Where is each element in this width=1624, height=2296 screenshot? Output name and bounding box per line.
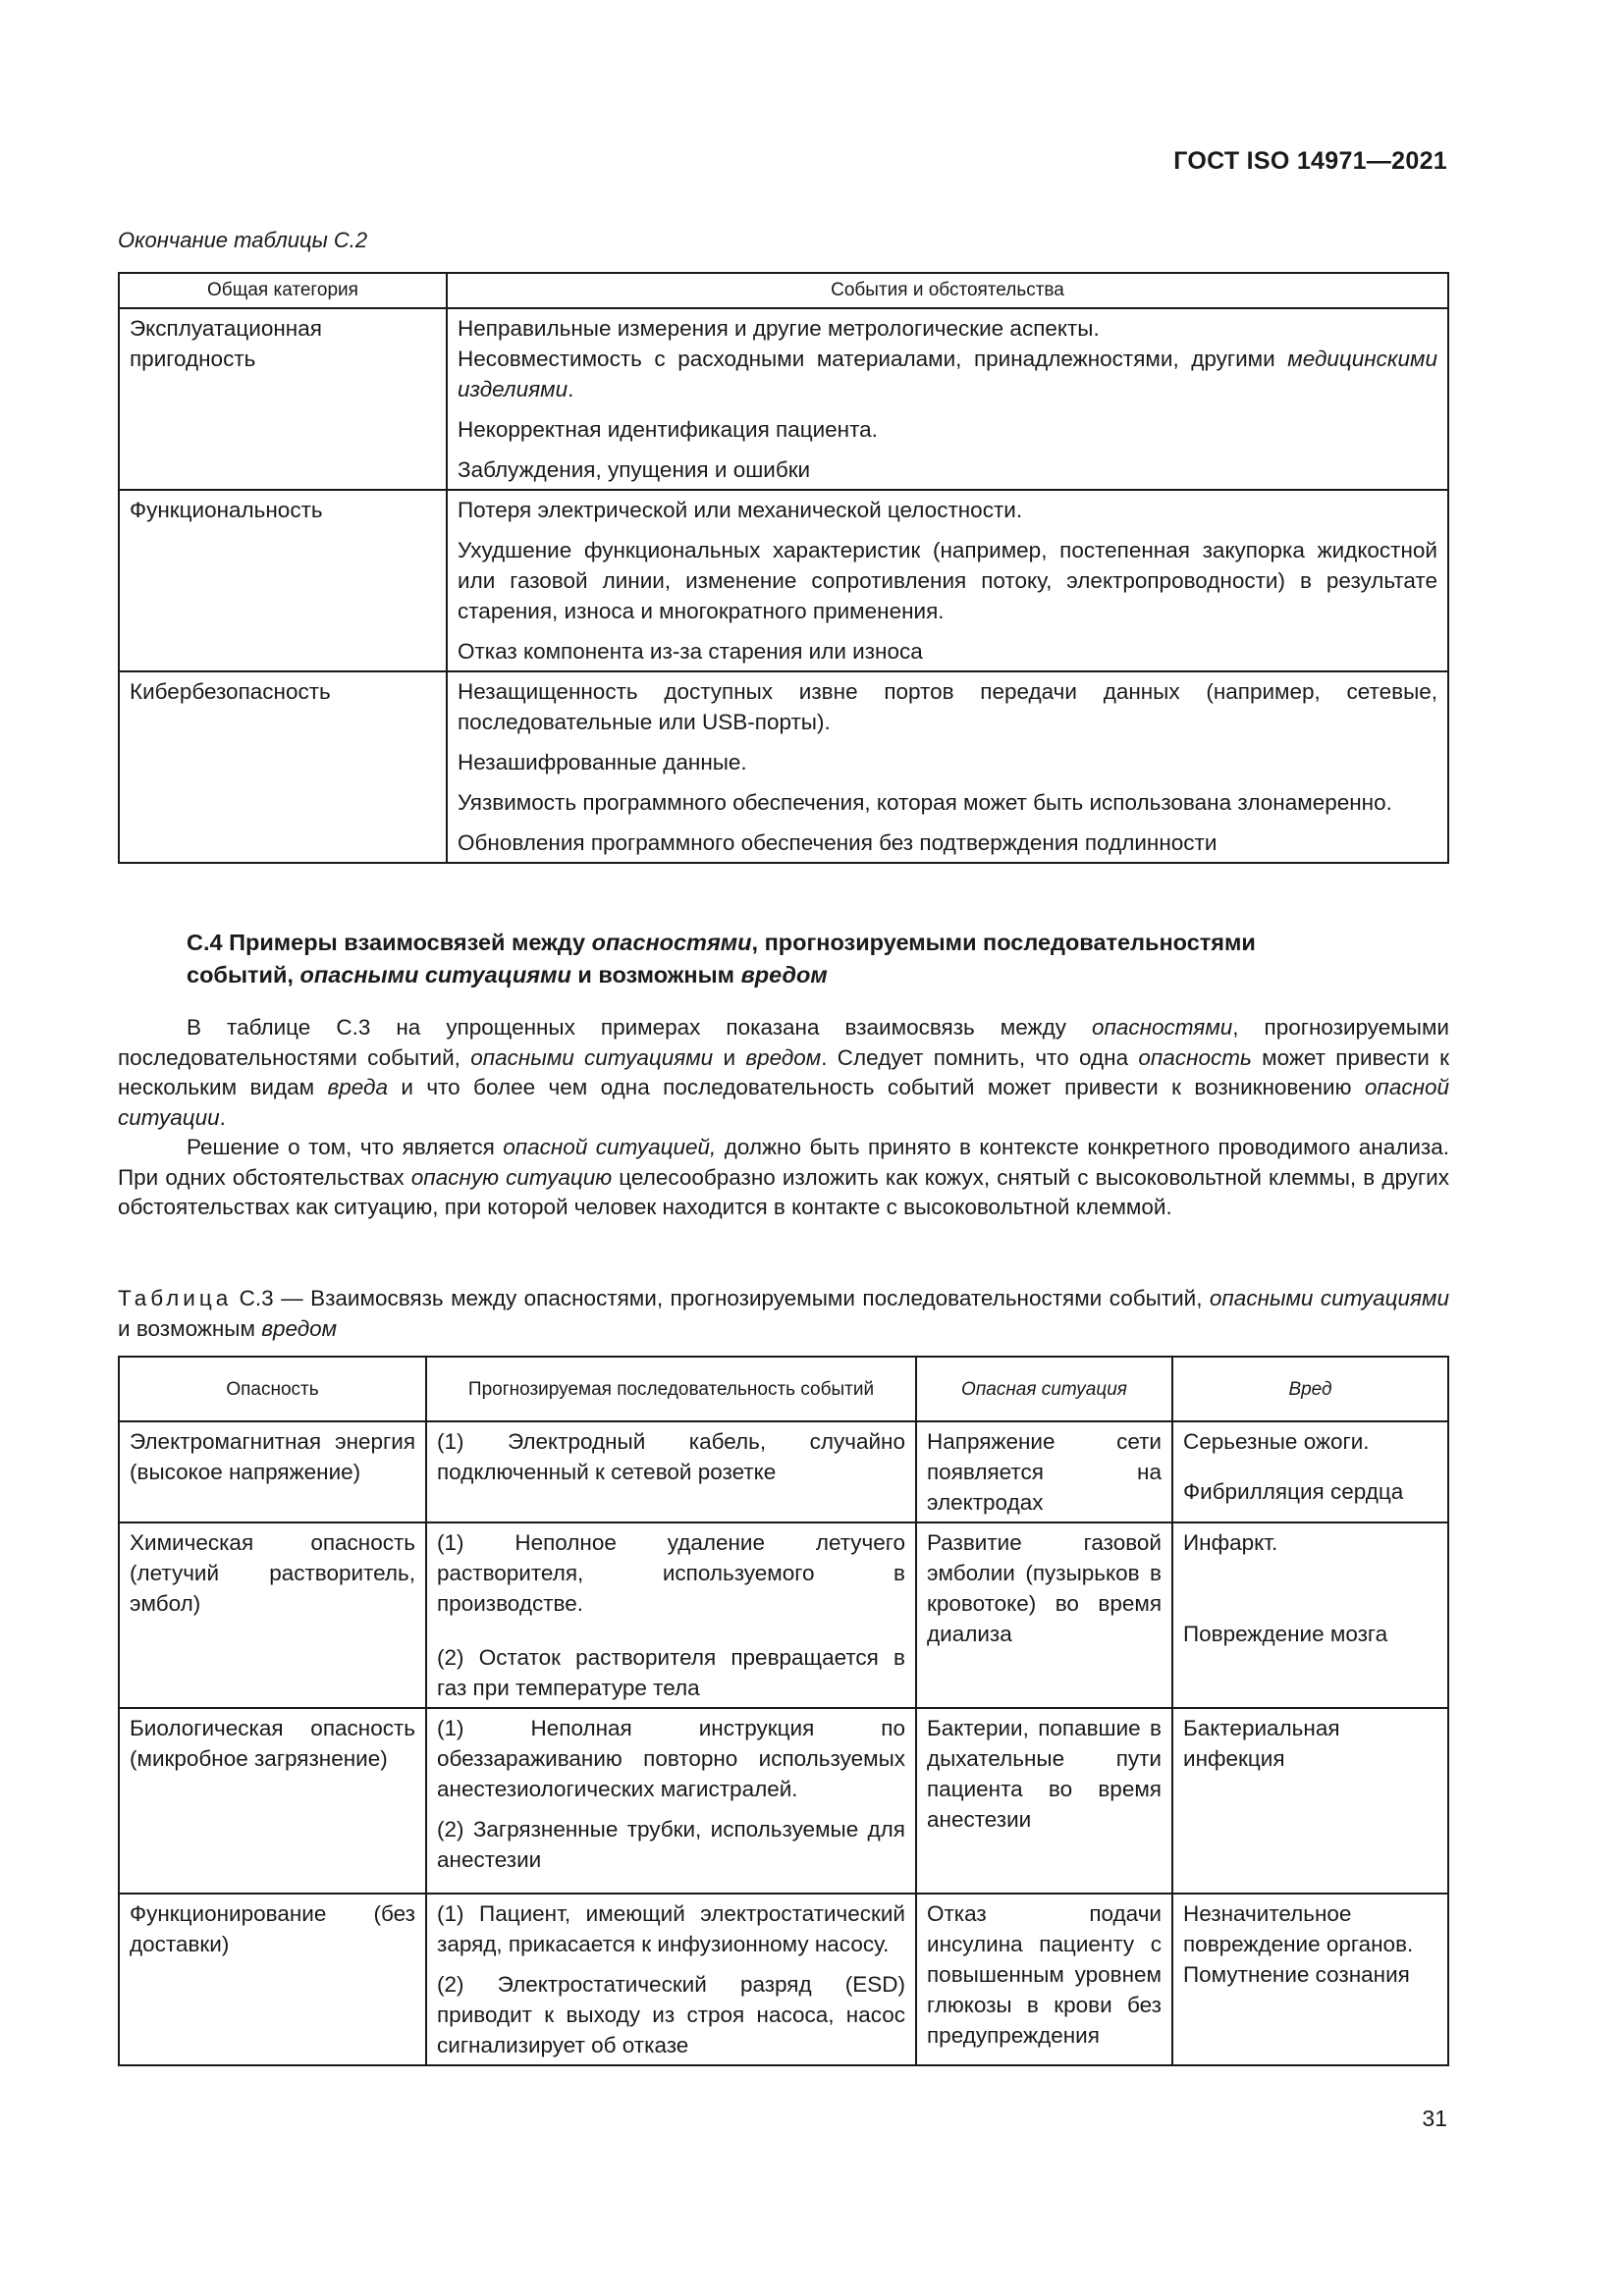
table-header-row (119, 273, 1448, 308)
category-cell: Кибербезопасность (119, 671, 447, 863)
event-item: Некорректная идентификация пациента. (458, 417, 878, 442)
events-cell (447, 308, 1448, 490)
situation-cell: Напряжение сети появляется на электродах (916, 1421, 1172, 1522)
sequence-step: (1) Пациент, имеющий электростатический заряд, прикасается к инфузионному насосу. (437, 1901, 905, 1956)
sequence-step: (2) Загрязненные трубки, используемые для анестезии (437, 1817, 905, 1872)
column-header-situation: Опасная ситуация (916, 1357, 1172, 1421)
table-row (119, 490, 1448, 671)
event-item: Отказ компонента из-за старения или износа (458, 639, 923, 664)
harm-item: Незначительное повреждение органов. (1183, 1901, 1414, 1956)
table-row (119, 1522, 1448, 1708)
situation-cell: Бактерии, попавшие в дыхательные пути пациента во время анестезии (916, 1708, 1172, 1894)
harm-item: Инфаркт. (1183, 1530, 1278, 1555)
hazard-cell: Электромагнитная энергия (высокое напряжение) (119, 1421, 426, 1522)
hazard-cell: Функционирование (без доставки) (119, 1894, 426, 2065)
table-row (119, 308, 1448, 490)
situation-cell: Отказ подачи инсулина пациенту с повышенным уровнем глюкозы в крови без предупреждения (916, 1894, 1172, 2065)
sequence-step: (2) Электростатический разряд (ESD) приводит к выходу из строя насоса, насос сигнализирует об отказе (437, 1972, 905, 2057)
page-number: 31 (1422, 2106, 1447, 2131)
hazard-cell: Биологическая опасность (микробное загрязнение) (119, 1708, 426, 1894)
event-item: Обновления программного обеспечения без подтверждения подлинности (458, 830, 1218, 855)
column-header-hazard: Опасность (119, 1357, 426, 1421)
harm-item: Помутнение сознания (1183, 1962, 1410, 1987)
table-continuation-caption: Окончание таблицы С.2 (118, 228, 368, 252)
sequence-cell (426, 1708, 916, 1894)
sequence-cell (426, 1421, 916, 1522)
table-header-row (119, 1357, 1448, 1421)
event-item: Потеря электрической или механической целостности. (458, 498, 1023, 522)
event-item: Незащищенность доступных извне портов передачи данных (например, сетевые, последовательные или USB-порты). (458, 679, 1437, 734)
column-header-harm: Вред (1172, 1357, 1448, 1421)
harm-cell (1172, 1894, 1448, 2065)
column-header-events: События и обстоятельства (447, 273, 1448, 308)
event-item: Уязвимость программного обеспечения, которая может быть использована злонамеренно. (458, 790, 1392, 815)
events-cell (447, 671, 1448, 863)
category-cell: Функциональность (119, 490, 447, 671)
column-header-category: Общая категория (119, 273, 447, 308)
table-row (119, 1894, 1448, 2065)
table-c3 (118, 1356, 1449, 2066)
harm-item: Фибрилляция сердца (1183, 1479, 1404, 1504)
paragraph: В таблице С.3 на упрощенных примерах показана взаимосвязь между опасностями, прогнозируемыми последовательностями событий, опасными ситуациями и вредом. Следует помнить, что одна опасность может привести к нескольким видам вреда и что более чем одна последовательность событий может привести к возникновению опасной ситуации. (118, 1015, 1449, 1130)
table-row (119, 671, 1448, 863)
event-item: Незашифрованные данные. (458, 750, 747, 774)
situation-cell: Развитие газовой эмболии (пузырьков в кровотоке) во время диализа (916, 1522, 1172, 1708)
event-item: Заблуждения, упущения и ошибки (458, 457, 811, 482)
column-header-sequence: Прогнозируемая последовательность событий (426, 1357, 916, 1421)
event-item: Ухудшение функциональных характеристик (например, постепенная закупорка жидкостной или газовой линии, изменение сопротивления потоку, электропроводности) в результате старения, износа и многократного применения. (458, 538, 1437, 623)
document-id: ГОСТ ISO 14971—2021 (1173, 147, 1447, 175)
paragraph: Решение о том, что является опасной ситуацией, должно быть принято в контексте конкретного проводимого анализа. При одних обстоятельствах опасную ситуацию целесообразно изложить как кожух, снятый с высоковольтной клеммы, в других обстоятельствах как ситуацию, при которой человек находится в контакте с высоковольтной клеммой. (118, 1135, 1450, 1219)
section-body (118, 1013, 1449, 1223)
sequence-step: (1) Неполное удаление летучего растворителя, используемого в производстве. (437, 1530, 905, 1616)
table-c2 (118, 272, 1449, 864)
events-cell (447, 490, 1448, 671)
harm-cell (1172, 1421, 1448, 1522)
sequence-step: (1) Электродный кабель, случайно подключенный к сетевой розетке (437, 1429, 905, 1484)
sequence-step: (2) Остаток растворителя превращается в газ при температуре тела (437, 1645, 905, 1700)
sequence-cell (426, 1522, 916, 1708)
table-c3-caption: Таблица С.3 — Взаимосвязь между опасностями, прогнозируемыми последовательностями событий, опасными ситуациями и возможным вредом (118, 1286, 1449, 1341)
event-item: Неправильные измерения и другие метрологические аспекты. Несовместимость с расходными материалами, принадлежностями, другими медицинскими изделиями. (458, 316, 1437, 401)
harm-cell (1172, 1522, 1448, 1708)
harm-cell (1172, 1708, 1448, 1894)
hazard-cell: Химическая опасность (летучий растворитель, эмбол) (119, 1522, 426, 1708)
section-heading: С.4 Примеры взаимосвязей между опасностями, прогнозируемыми последовательностями событий, опасными ситуациями и возможным вредом (187, 930, 1256, 988)
harm-item: Повреждение мозга (1183, 1622, 1388, 1646)
table-row (119, 1421, 1448, 1522)
sequence-step: (1) Неполная инструкция по обеззараживанию повторно используемых анестезиологических магистралей. (437, 1716, 905, 1801)
category-cell: Эксплуатационная пригодность (119, 308, 447, 490)
harm-item: Бактериальная инфекция (1183, 1716, 1340, 1771)
harm-item: Серьезные ожоги. (1183, 1429, 1370, 1454)
sequence-cell (426, 1894, 916, 2065)
table-row (119, 1708, 1448, 1894)
